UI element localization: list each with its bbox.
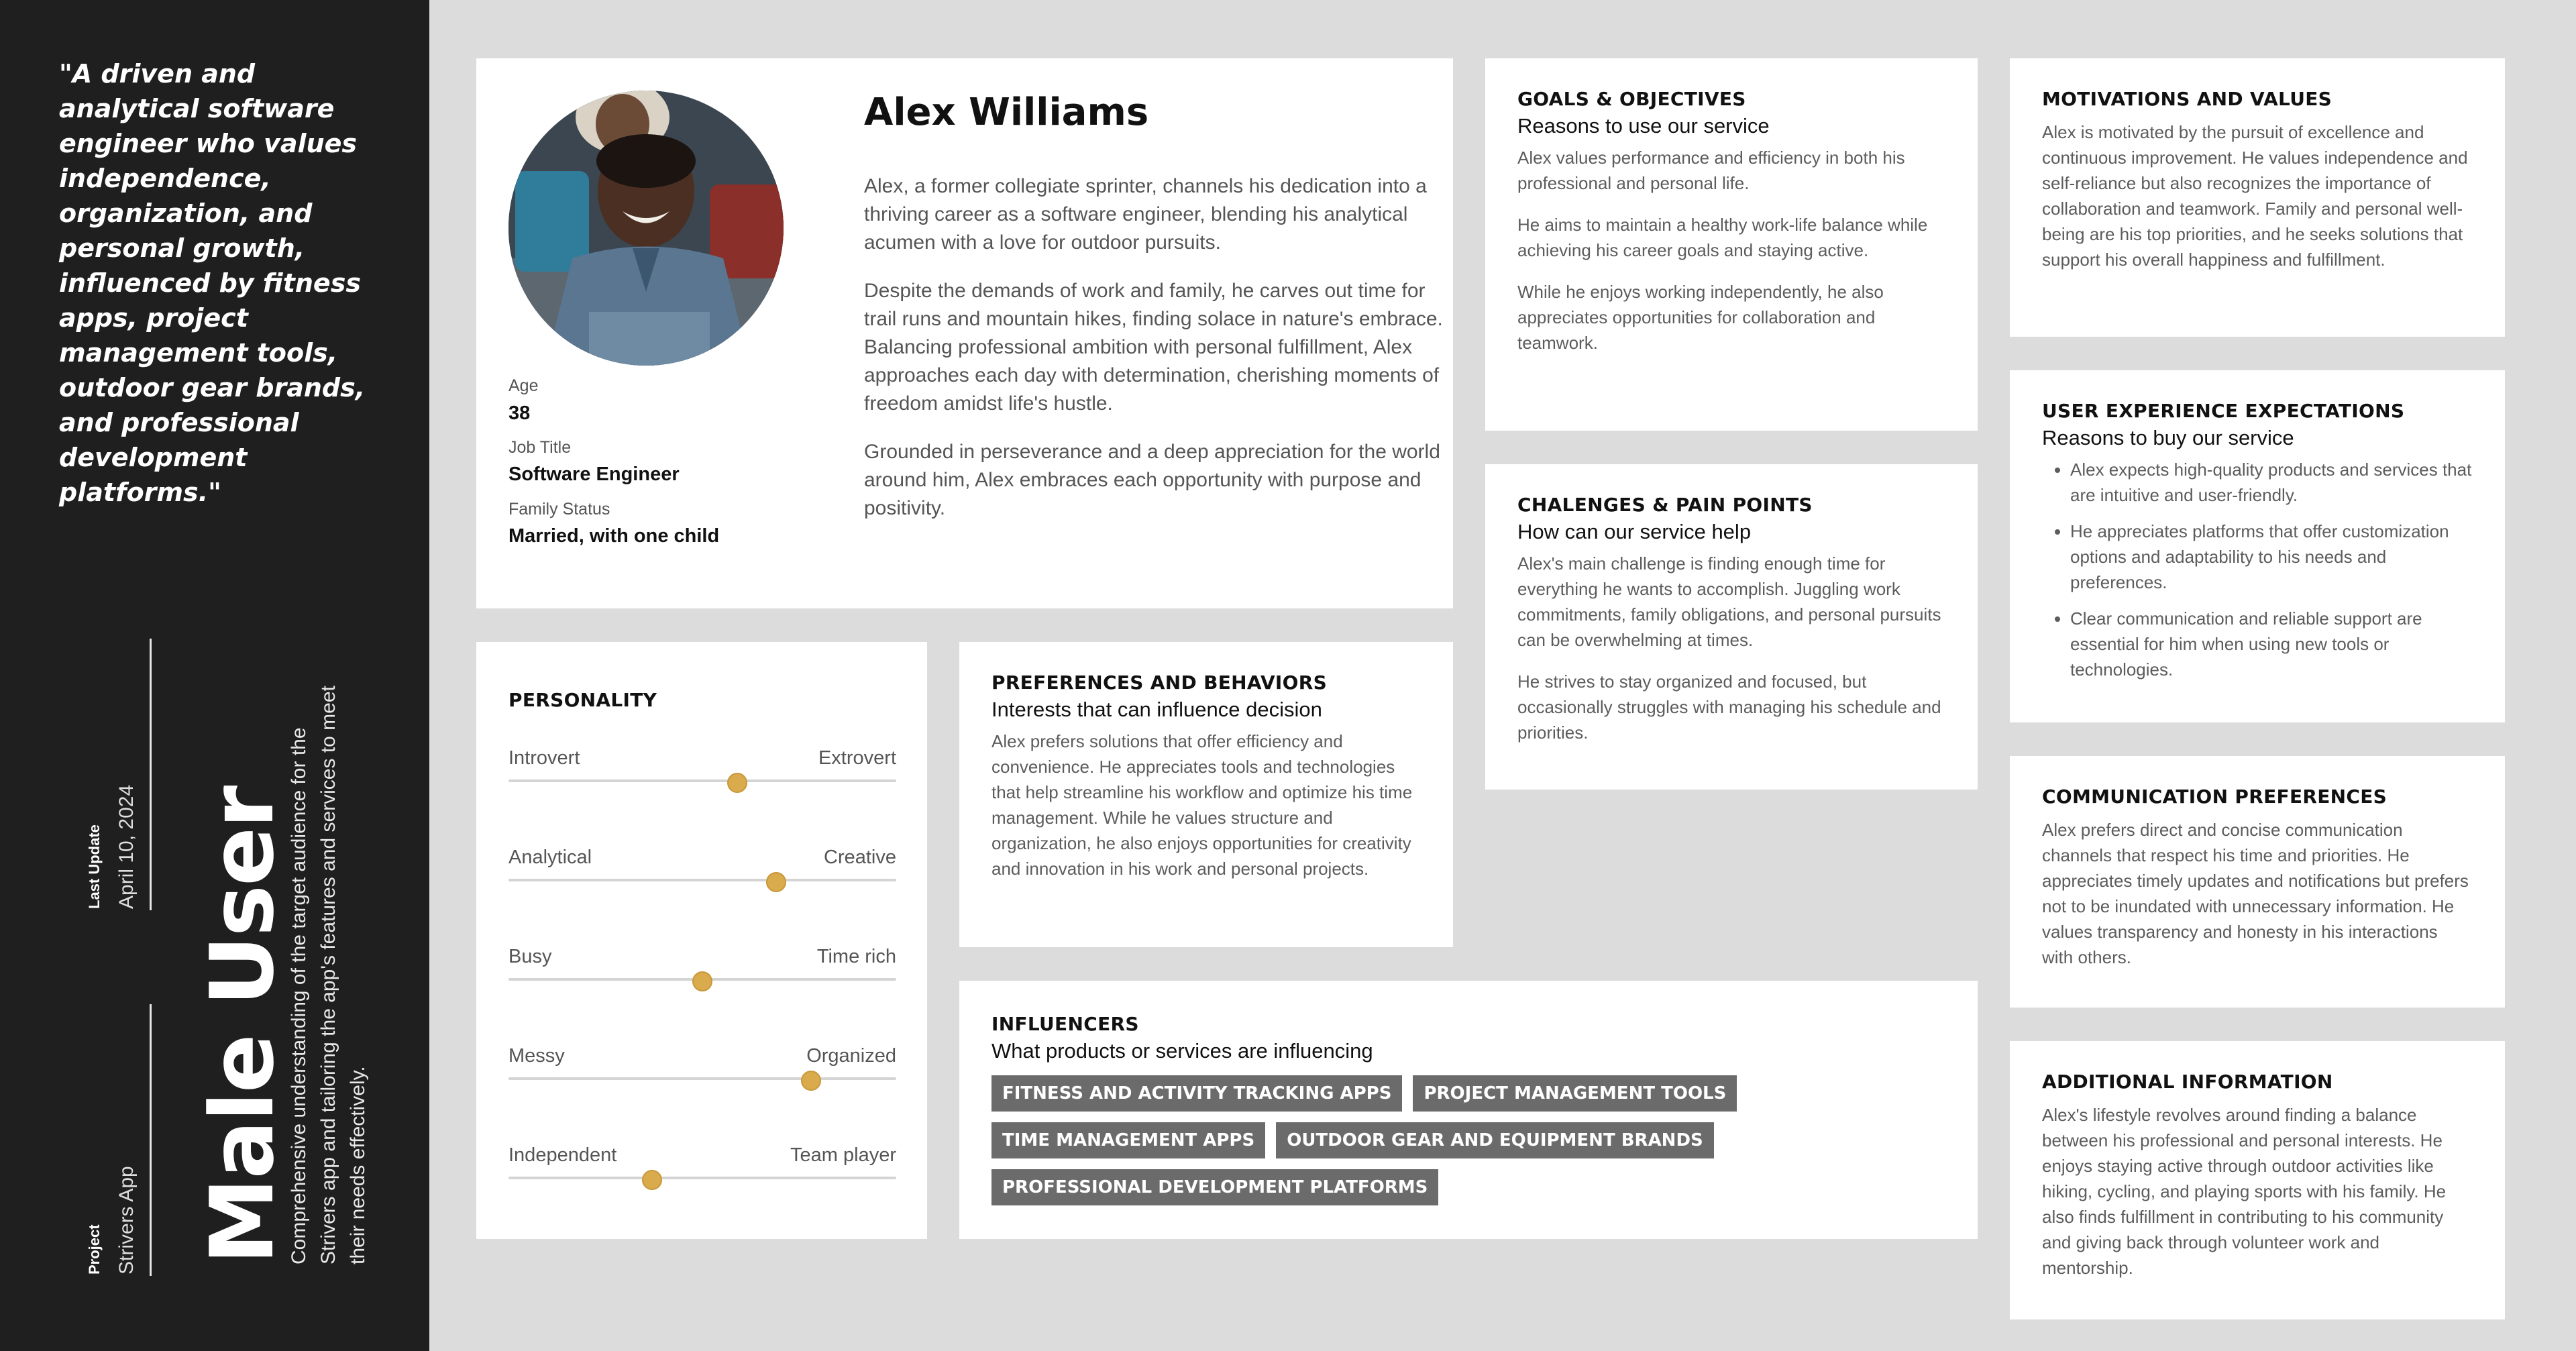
last-update-label: Last Update — [86, 824, 103, 909]
challenges-card — [1485, 464, 1978, 790]
additional-info-title: ADDITIONAL INFORMATION — [2042, 1071, 2333, 1093]
goals-title: GOALS & OBJECTIVES — [1517, 88, 1746, 110]
project-value: Strivers App — [115, 1166, 138, 1275]
motivations-text: Alex is motivated by the pursuit of excellence and continuous improvement. He values independence and self-reliance but also recognizes the importance of collaboration and teamwork. Family and personal well-being are his top priorities, and he seeks solutions that support his overall happiness and fulfillment. — [2042, 122, 2468, 270]
slider-knob — [801, 1071, 821, 1091]
divider — [150, 639, 152, 910]
motivations-title: MOTIVATIONS AND VALUES — [2042, 88, 2332, 110]
slider-track — [508, 1077, 896, 1080]
persona-name: Alex Williams — [864, 91, 1149, 134]
project-label: Project — [86, 1224, 103, 1275]
influencer-tags — [991, 1075, 1796, 1205]
slider-knob — [727, 773, 747, 793]
slider-knob — [642, 1170, 662, 1190]
goals-card — [1485, 58, 1978, 431]
trait-slider-independent-teamplayer — [508, 1144, 896, 1185]
ux-expectations-title: USER EXPERIENCE EXPECTATIONS — [2042, 400, 2405, 422]
trait-left-label: Messy — [508, 1045, 565, 1067]
slider-track — [508, 779, 896, 782]
person-illustration-icon — [508, 91, 784, 366]
trait-slider-analytical-creative — [508, 847, 896, 887]
job-title-label: Job Title — [508, 438, 572, 457]
bio-paragraph: Despite the demands of work and family, he carves out time for trail runs and mountain hikes, finding solace in nature's embrace. Balancing professional ambition with personal fulfillment, Alex approaches each day with determination, cherishing moments of freedom amidst life's hustle. — [864, 280, 1443, 415]
preferences-title: PREFERENCES AND BEHAVIORS — [991, 671, 1328, 694]
preferences-card — [959, 642, 1453, 947]
goals-paragraph: While he enjoys working independently, he also appreciates opportunities for collaboration and teamwork. — [1517, 282, 1884, 353]
trait-right-label: Time rich — [816, 946, 896, 967]
slider-knob — [692, 971, 712, 991]
trait-left-label: Introvert — [508, 747, 580, 769]
communication-card — [2010, 756, 2505, 1008]
influencer-tag: OUTDOOR GEAR AND EQUIPMENT BRANDS — [1276, 1122, 1714, 1158]
challenges-paragraph: Alex's main challenge is finding enough time for everything he wants to accomplish. Juggling work commitments, family obligations, and personal pursuits can be overwhelming at times. — [1517, 553, 1941, 650]
age-value: 38 — [508, 402, 531, 424]
goals-subtitle: Reasons to use our service — [1517, 114, 1770, 138]
trait-left-label: Independent — [508, 1144, 617, 1166]
preferences-text: Alex prefers solutions that offer efficiency and convenience. He appreciates tools and technologies that help streamline his workflow and optimize his time management. While he values structure and organization, he also enjoys opportunities for creativity and innovation in his work and personal projects. — [991, 731, 1413, 879]
goals-paragraph: He aims to maintain a healthy work-life balance while achieving his career goals and staying active. — [1517, 215, 1928, 260]
sidebar — [0, 0, 429, 1351]
communication-title: COMMUNICATION PREFERENCES — [2042, 786, 2387, 808]
ux-expectations-subtitle: Reasons to buy our service — [2042, 426, 2294, 449]
influencers-subtitle: What products or services are influencing — [991, 1039, 1373, 1063]
profile-card — [476, 58, 1453, 608]
trait-left-label: Analytical — [508, 847, 592, 868]
trait-right-label: Extrovert — [818, 747, 896, 769]
challenges-paragraph: He strives to stay organized and focused, but occasionally struggles with managing his schedule and priorities. — [1517, 671, 1941, 743]
divider — [150, 1004, 152, 1276]
additional-info-text: Alex's lifestyle revolves around finding a balance between his professional and personal interests. He enjoys staying active through outdoor activities like hiking, cycling, and playing sports with his family. He also finds fulfillment in contributing to his community and giving back through volunteer work and mentorship. — [2042, 1105, 2447, 1278]
influencer-tag: PROFESSIONAL DEVELOPMENT PLATFORMS — [991, 1169, 1438, 1205]
slider-track — [508, 1177, 896, 1179]
challenges-subtitle: How can our service help — [1517, 520, 1752, 543]
bio-paragraph: Grounded in perseverance and a deep appreciation for the world around him, Alex embraces each opportunity with purpose and positivity. — [864, 441, 1440, 519]
influencers-card — [959, 981, 1978, 1239]
communication-text: Alex prefers direct and concise communication channels that respect his time and priorities. He appreciates timely updates and notifications but prefers not to be inundated with unnecessary information. He values transparency and honesty in his interactions with others. — [2042, 820, 2469, 967]
influencer-tag: PROJECT MANAGEMENT TOOLS — [1413, 1075, 1737, 1112]
persona-description: Comprehensive understanding of the target audience for the Strivers app and tailoring the app's features and services to meet their needs effectively. — [288, 686, 369, 1264]
trait-right-label: Team player — [790, 1144, 896, 1166]
family-status-label: Family Status — [508, 500, 610, 519]
bio-paragraph: Alex, a former collegiate sprinter, channels his dedication into a thriving career as a software engineer, blending his analytical acumen with a love for outdoor pursuits. — [864, 175, 1427, 254]
list-item: • Clear communication and reliable support are essential for him when using new tools or technologies. — [2070, 606, 2473, 682]
challenges-title: CHALENGES & PAIN POINTS — [1517, 494, 1813, 516]
job-title-value: Software Engineer — [508, 464, 680, 485]
persona-bio — [864, 172, 1448, 543]
list-item: • He appreciates platforms that offer customization options and adaptability to his needs and preferences. — [2070, 519, 2473, 595]
trait-slider-messy-organized — [508, 1045, 896, 1085]
trait-slider-introvert-extrovert — [508, 747, 896, 788]
goals-paragraph: Alex values performance and efficiency in both his professional and personal life. — [1517, 148, 1905, 193]
persona-title: Male User — [191, 786, 293, 1264]
influencers-title: INFLUENCERS — [991, 1013, 1139, 1035]
trait-left-label: Busy — [508, 946, 552, 967]
preferences-subtitle: Interests that can influence decision — [991, 698, 1322, 721]
influencer-tag: TIME MANAGEMENT APPS — [991, 1122, 1265, 1158]
ux-expectations-list — [2042, 457, 2473, 682]
motivations-card — [2010, 58, 2505, 337]
trait-slider-busy-timerich — [508, 946, 896, 986]
last-update-value: April 10, 2024 — [115, 784, 138, 909]
profile-photo — [508, 91, 784, 366]
personality-title: PERSONALITY — [508, 689, 657, 711]
additional-info-card — [2010, 1041, 2505, 1319]
slider-track — [508, 879, 896, 881]
personality-card — [476, 642, 927, 1239]
age-label: Age — [508, 376, 539, 395]
slider-knob — [766, 872, 786, 892]
trait-right-label: Organized — [806, 1045, 896, 1067]
persona-quote: "A driven and analytical software engineer who values independence, organization, and personal growth, influenced by fitness apps, project management tools, outdoor gear brands, and professional development platforms." — [59, 59, 366, 507]
influencer-tag: FITNESS AND ACTIVITY TRACKING APPS — [991, 1075, 1402, 1112]
family-status-value: Married, with one child — [508, 525, 720, 547]
list-item: • Alex expects high-quality products and services that are intuitive and user-friendly. — [2070, 457, 2473, 508]
ux-expectations-card — [2010, 370, 2505, 722]
trait-right-label: Creative — [824, 847, 896, 868]
